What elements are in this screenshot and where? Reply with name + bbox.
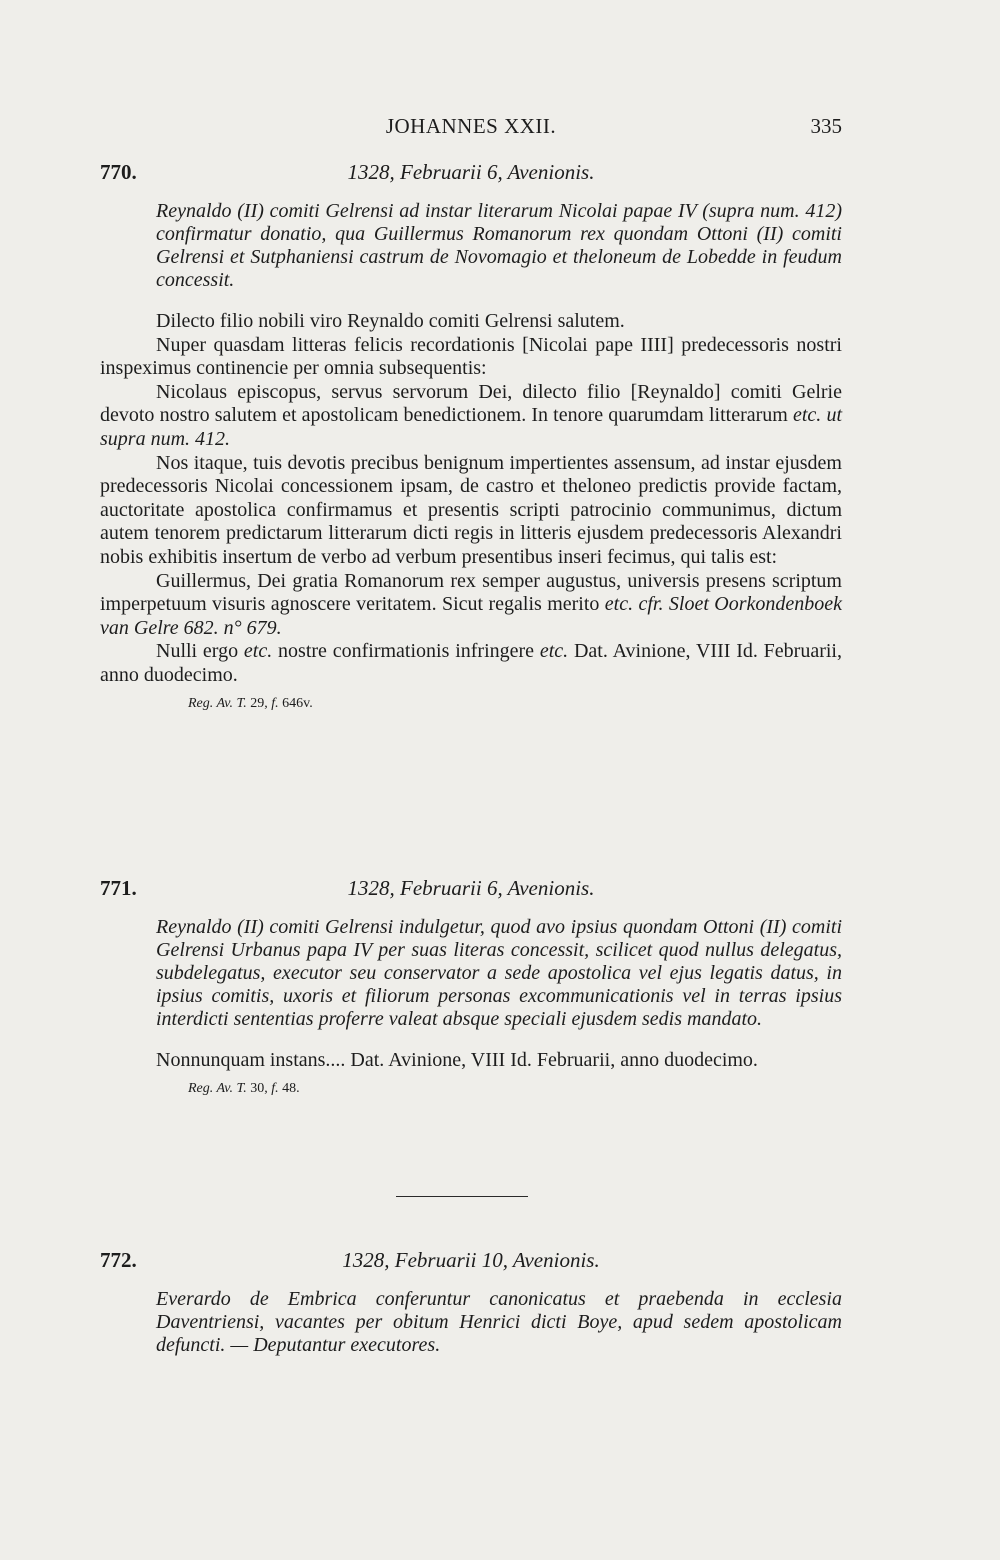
- paragraph: Nonnunquam instans.... Dat. Avinione, VIII Id. Februarii, anno duodecimo.: [156, 1049, 758, 1071]
- source-folio-label: f.: [271, 1080, 279, 1096]
- entry-heading: [100, 1248, 842, 1282]
- source-folio: 646v.: [282, 695, 313, 711]
- source-register: Reg. Av. T.: [188, 1080, 247, 1096]
- etc-mark: etc.: [243, 640, 273, 663]
- entry-771: [100, 876, 842, 1097]
- paragraph-text: Nulli ergo: [156, 640, 239, 663]
- source-reference: [188, 696, 842, 712]
- entry-regest: Reynaldo (II) comiti Gelrensi indulgetur, quod avo ipsius quondam Ottoni (II) comiti Gelrensi Urbanus papa IV per suas literas concessit, scilicet quod nullus delegatus, subdelegatus, executor seu conservator a sede apostolica vel ejus legatis datus, in ipsius comitis, uxoris et filiorum personas excommunicationis vel in terras ipsius interdicti sententias proferre valeat absque speciali ejusdem sedis mandato.: [156, 916, 842, 1030]
- entry-date: 1328, Februarii 6, Avenionis.: [347, 160, 595, 184]
- paragraph-text: nostre confirmationis infringere: [278, 640, 535, 663]
- entry-number: 771.: [100, 876, 137, 900]
- paragraph: [100, 570, 842, 641]
- source-folio-label: f.: [271, 695, 279, 711]
- paragraph-text: Nicolaus episcopus, servus servorum Dei, dilecto filio [Reynaldo] comiti Gelrie devoto nostro salutem et apostolicam benedictionem. In tenore quarumdam litterarum: [100, 380, 842, 427]
- etc-mark: etc.: [539, 640, 569, 663]
- running-head: JOHANNES XXII.: [385, 114, 557, 138]
- source-volume: 29,: [250, 695, 268, 711]
- dating-clause: Dat. Avinione, VIII Id. Februarii, anno duodecimo.: [100, 640, 842, 686]
- entry-772: [100, 1248, 842, 1357]
- page-number: 335: [810, 114, 842, 138]
- entry-number: 770.: [100, 160, 137, 184]
- entry-number: 772.: [100, 1248, 137, 1272]
- section-divider: [396, 1196, 528, 1197]
- paragraph: Nos itaque, tuis devotis precibus benignum impertientes assensum, ad instar ejusdem predecessoris Nicolai concessionem ipsam, de castro et theloneo predictis provide factam, auctoritate apostolica confirmamus et presentis scripti patrocinio communimus, dictum autem tenorem predictarum litterarum dicti regis in litteris ejusdem predecessoris Alexandri nobis exhibitis insertum de verbo ad verbum presentibus inseri fecimus, qui talis est:: [100, 451, 842, 568]
- source-reference: [188, 1081, 842, 1097]
- entry-date: 1328, Februarii 6, Avenionis.: [347, 876, 595, 900]
- paragraph: Nuper quasdam litteras felicis recordationis [Nicolai pape IIII] predecessoris nostri inspeximus continencie per omnia subsequentis:: [100, 333, 842, 380]
- paragraph: Dilecto filio nobili viro Reynaldo comiti Gelrensi salutem.: [156, 310, 625, 332]
- source-register: Reg. Av. T.: [188, 695, 247, 711]
- page-header: [100, 104, 842, 144]
- entry-heading: [100, 160, 842, 194]
- etc-mark: etc.: [604, 593, 634, 616]
- paragraph: [100, 640, 842, 687]
- cross-reference: etc. ut supra num. 412.: [100, 404, 843, 450]
- entry-date: 1328, Februarii 10, Avenionis.: [342, 1248, 600, 1272]
- source-volume: 30,: [250, 1080, 268, 1096]
- entry-regest: Reynaldo (II) comiti Gelrensi ad instar literarum Nicolai papae IV (supra num. 412) confirmatur donatio, qua Guillermus Romanorum rex quondam Ottoni (II) comiti Gelrensi et Sutphaniensi castrum de Novomagio et theloneum de Lobedde in feudum concessit.: [156, 200, 842, 291]
- citation: cfr. Sloet Oorkondenboek van Gelre 682. n° 679.: [100, 593, 842, 639]
- paragraph-text: Guillermus, Dei gratia Romanorum rex semper augustus, universis presens scriptum imperpetuum visuris agnoscere veritatem. Sicut regalis merito: [100, 569, 842, 616]
- entry-body: [100, 310, 842, 688]
- entry-regest: Everardo de Embrica conferuntur canonicatus et praebenda in ecclesia Daventriensi, vacantes per obitum Henrici dicti Boye, apud sedem apostolicam defuncti. — Deputantur executores.: [156, 1288, 842, 1356]
- entry-body: [100, 1049, 842, 1073]
- entry-770: [100, 160, 842, 712]
- paragraph: [100, 381, 842, 452]
- entry-heading: [100, 876, 842, 910]
- source-folio: 48.: [282, 1080, 300, 1096]
